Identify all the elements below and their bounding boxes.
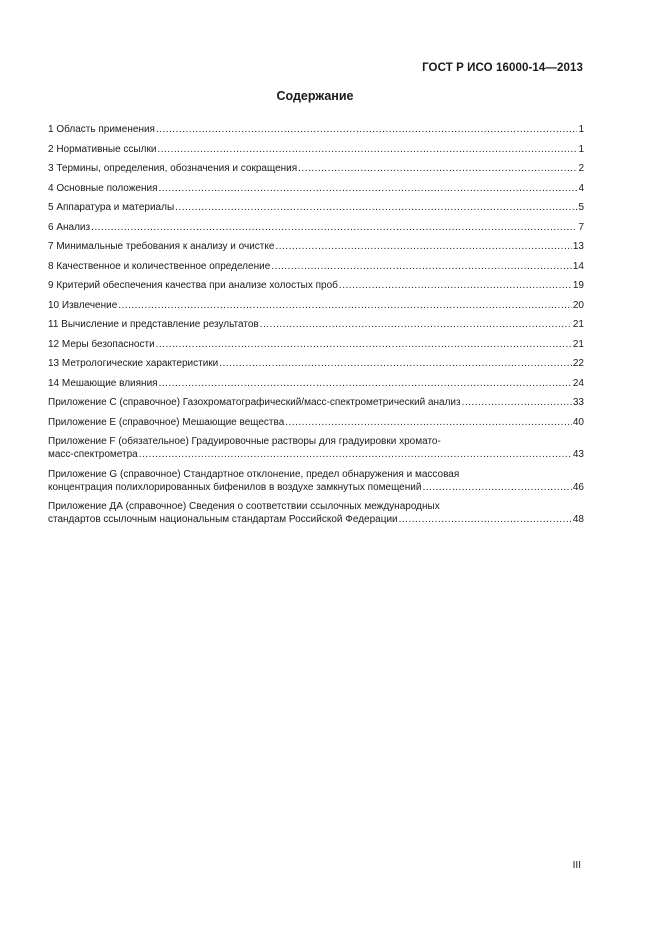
toc-entry-label: стандартов ссылочным национальным стандартам Российской Федерации bbox=[48, 514, 398, 525]
toc-entry-page: 2 bbox=[578, 163, 584, 174]
toc-entry[interactable] bbox=[48, 201, 584, 214]
toc-entry-page: 20 bbox=[572, 299, 584, 311]
toc-entry-page: 24 bbox=[572, 377, 584, 389]
toc-entry-page: 40 bbox=[572, 416, 584, 428]
toc-entry[interactable] bbox=[48, 416, 584, 429]
toc-entry[interactable] bbox=[48, 500, 584, 526]
toc-entry-page: 13 bbox=[572, 241, 584, 252]
toc-entry-label: 11 Вычисление и представление результатов bbox=[48, 319, 259, 330]
dot-leader bbox=[462, 396, 572, 409]
toc-entry-label: 7 Минимальные требования к анализу и очистке bbox=[48, 241, 275, 252]
toc-entry-label: масс-спектрометра bbox=[48, 449, 138, 460]
toc-entry[interactable] bbox=[48, 318, 584, 331]
toc-entry-label: Приложение Е (справочное) Мешающие вещества bbox=[48, 416, 285, 428]
toc-entry[interactable] bbox=[48, 299, 584, 312]
toc-entry-label: 8 Качественное и количественное определение bbox=[48, 260, 271, 272]
table-of-contents bbox=[48, 123, 584, 533]
toc-entry[interactable] bbox=[48, 182, 584, 195]
dot-leader bbox=[339, 279, 572, 292]
toc-entry-label-line1: Приложение F (обязательное) Градуировочные растворы для градуировки хромато- bbox=[48, 436, 441, 447]
toc-entry-page: 43 bbox=[572, 449, 584, 460]
toc-entry[interactable] bbox=[48, 240, 584, 253]
toc-entry-label: 14 Мешающие влияния bbox=[48, 377, 158, 389]
toc-entry[interactable] bbox=[48, 396, 584, 409]
toc-entry-label: 9 Критерий обеспечения качества при анализе холостых проб bbox=[48, 280, 338, 291]
dot-leader bbox=[285, 416, 572, 429]
toc-entry[interactable] bbox=[48, 162, 584, 175]
toc-entry-page: 46 bbox=[572, 481, 584, 493]
dot-leader bbox=[139, 448, 572, 461]
toc-entry[interactable] bbox=[48, 123, 584, 136]
toc-entry-page: 19 bbox=[572, 280, 584, 291]
toc-title: Содержание bbox=[276, 89, 354, 103]
toc-entry-page: 14 bbox=[572, 260, 584, 272]
dot-leader bbox=[156, 338, 572, 351]
toc-entry-page: 1 bbox=[578, 124, 584, 135]
dot-leader bbox=[422, 481, 571, 494]
toc-entry-page: 33 bbox=[572, 397, 584, 408]
dot-leader bbox=[118, 299, 572, 312]
page-number: III bbox=[572, 860, 581, 871]
toc-entry-label: 6 Анализ bbox=[48, 221, 91, 233]
toc-entry-page: 4 bbox=[578, 182, 584, 194]
dot-leader bbox=[260, 318, 572, 331]
toc-entry-label: 5 Аппаратура и материалы bbox=[48, 202, 175, 213]
dot-leader bbox=[91, 221, 577, 234]
toc-entry-label: 4 Основные положения bbox=[48, 182, 158, 194]
toc-entry[interactable] bbox=[48, 357, 584, 370]
toc-entry[interactable] bbox=[48, 468, 584, 494]
toc-entry-label: 10 Извлечение bbox=[48, 299, 118, 311]
toc-entry-page: 22 bbox=[572, 358, 584, 369]
dot-leader bbox=[175, 201, 577, 214]
toc-entry-page: 5 bbox=[578, 202, 584, 213]
dot-leader bbox=[271, 260, 572, 273]
standard-code: ГОСТ Р ИСО 16000-14—2013 bbox=[422, 62, 583, 74]
toc-entry-label: 2 Нормативные ссылки bbox=[48, 143, 157, 155]
dot-leader bbox=[275, 240, 571, 253]
dot-leader bbox=[159, 182, 578, 195]
toc-entry[interactable] bbox=[48, 279, 584, 292]
toc-entry-label: 3 Термины, определения, обозначения и сокращения bbox=[48, 163, 298, 174]
toc-entry-page: 7 bbox=[578, 221, 584, 233]
toc-entry-page: 21 bbox=[572, 319, 584, 330]
toc-entry-label-line1: Приложение ДА (справочное) Сведения о соответствии ссылочных международных bbox=[48, 501, 440, 512]
toc-entry[interactable] bbox=[48, 435, 584, 461]
toc-entry-page: 1 bbox=[578, 143, 584, 155]
toc-entry-label: 13 Метрологические характеристики bbox=[48, 358, 219, 369]
dot-leader bbox=[219, 357, 572, 370]
dot-leader bbox=[399, 513, 572, 526]
toc-entry-label: 1 Область применения bbox=[48, 124, 155, 135]
dot-leader bbox=[298, 162, 577, 175]
dot-leader bbox=[156, 123, 577, 136]
toc-entry-label: 12 Меры безопасности bbox=[48, 338, 155, 350]
toc-entry[interactable] bbox=[48, 221, 584, 234]
toc-entry[interactable] bbox=[48, 260, 584, 273]
toc-entry-label: Приложение С (справочное) Газохроматографический/масс-спектрометрический анализ bbox=[48, 397, 461, 408]
toc-entry[interactable] bbox=[48, 143, 584, 156]
toc-entry[interactable] bbox=[48, 338, 584, 351]
dot-leader bbox=[157, 143, 577, 156]
dot-leader bbox=[159, 377, 572, 390]
toc-entry-page: 48 bbox=[572, 514, 584, 525]
toc-entry-page: 21 bbox=[572, 338, 584, 350]
toc-entry[interactable] bbox=[48, 377, 584, 390]
toc-entry-label-line1: Приложение G (справочное) Стандартное отклонение, предел обнаружения и массовая bbox=[48, 468, 460, 480]
toc-entry-label: концентрация полихлорированных бифенилов в воздухе замкнутых помещений bbox=[48, 481, 422, 493]
